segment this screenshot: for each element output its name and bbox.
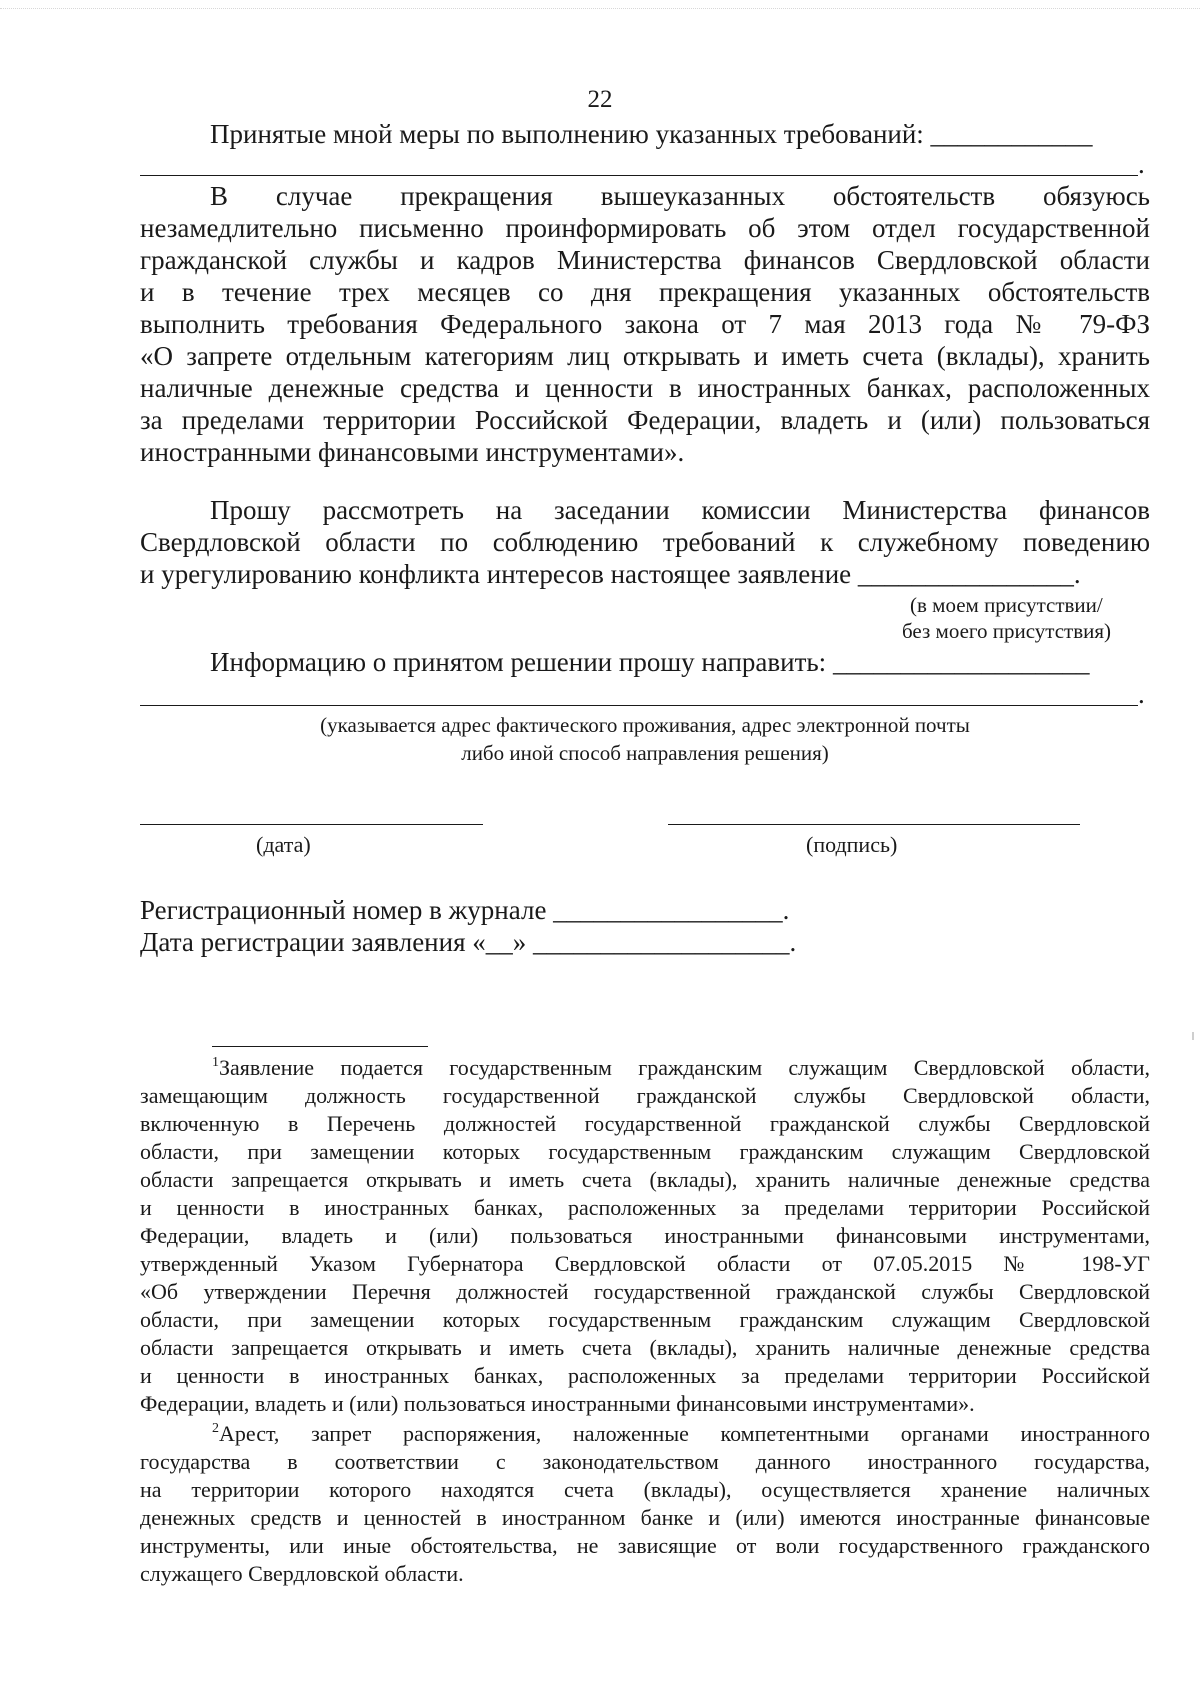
paragraph-line: и урегулированию конфликта интересов настоящее заявление ________________. — [140, 559, 1081, 589]
date-label: (дата) — [256, 832, 311, 857]
paragraph-line: и в течение трех месяцев со дня прекращения указанных обстоятельств — [140, 277, 1150, 307]
footnote-line: утвержденный Указом Губернатора Свердловской области от 07.05.2015 № 198-УГ — [140, 1251, 1150, 1276]
footnote-marker: 2 — [212, 1421, 219, 1436]
presence-hint: (в моем присутствии/ — [910, 593, 1103, 617]
footnote-line: «Об утверждении Перечня должностей государственной гражданской службы Свердловской — [140, 1279, 1150, 1304]
footnote-1 — [140, 1054, 1150, 1424]
footnote-line: и ценности в иностранных банках, расположенных за пределами территории Российской — [140, 1363, 1150, 1388]
paragraph-line: незамедлительно письменно проинформировать об этом отдел государственной — [140, 213, 1150, 243]
paragraph-line: В случае прекращения вышеуказанных обстоятельств обязуюсь — [210, 181, 1150, 211]
scan-edge — [0, 8, 1200, 9]
paragraph-line: выполнить требования Федерального закона от 7 мая 2013 года № 79-ФЗ — [140, 309, 1150, 339]
footnote-line: Федерации, владеть и (или) пользоваться иностранными финансовыми инструментами, — [140, 1223, 1150, 1248]
footnote-line: $^1$Заявление подается государственным гражданским служащим Свердловской области, — [212, 1055, 1150, 1080]
info-end: . — [1138, 679, 1145, 709]
paragraph-line: Прошу рассмотреть на заседании комиссии Министерства финансов — [210, 495, 1150, 525]
footnote-line: области, при замещении которых государственным гражданским служащим Свердловской — [140, 1139, 1150, 1164]
footnote-line: служащего Свердловской области. — [140, 1561, 464, 1586]
info-hint: (указывается адрес фактического проживания, адрес электронной почты — [320, 713, 970, 737]
presence-hint: без моего присутствия) — [902, 619, 1111, 643]
signature-label: (подпись) — [806, 832, 898, 857]
footnote-line: и ценности в иностранных банках, расположенных за пределами территории Российской — [140, 1195, 1150, 1220]
obligation-paragraph — [140, 180, 1150, 480]
footnote-separator — [212, 1046, 428, 1047]
paragraph-line: за пределами территории Российской Федерации, владеть и (или) пользоваться — [140, 405, 1150, 435]
footnote-line: области запрещается открывать и иметь счета (вклады), хранить наличные денежные средства — [140, 1167, 1150, 1192]
footnote-line: государства в соответствии с законодательством данного иностранного государства, — [140, 1449, 1150, 1474]
scan-mark — [1192, 1032, 1194, 1040]
paragraph-line: «О запрете отдельным категориям лиц открывать и иметь счета (вклады), хранить — [140, 341, 1150, 371]
registration-number: Регистрационный номер в журнале _________________. — [140, 895, 790, 925]
registration-date: Дата регистрации заявления «__» ___________________. — [140, 927, 797, 957]
signature-line — [668, 824, 1080, 825]
measures-answer-line — [140, 175, 1138, 176]
footnote-line: замещающим должность государственной гражданской службы Свердловской области, — [140, 1083, 1150, 1108]
footnote-line: $^2$Арест, запрет распоряжения, наложенные компетентными органами иностранного — [212, 1421, 1150, 1446]
info-answer-line — [140, 705, 1138, 706]
footnote-line: включенную в Перечень должностей государственной гражданской службы Свердловской — [140, 1111, 1150, 1136]
paragraph-line: Свердловской области по соблюдению требований к служебному поведению — [140, 527, 1150, 557]
request-paragraph — [140, 494, 1150, 594]
measures-label: Принятые мной меры по выполнению указанных требований: ____________ — [210, 119, 1093, 149]
info-hint: либо иной способ направления решения) — [461, 741, 829, 765]
footnote-marker: 1 — [212, 1055, 219, 1070]
paragraph-line: иностранными финансовыми инструментами». — [140, 437, 685, 467]
footnote-2 — [140, 1420, 1150, 1600]
footnote-line: области запрещается открывать и иметь счета (вклады), хранить наличные денежные средства — [140, 1335, 1150, 1360]
footnote-line: инструменты, или иные обстоятельства, не зависящие от воли государственного гражданского — [140, 1533, 1150, 1558]
footnote-line: денежных средств и ценностей в иностранном банке и (или) имеются иностранные финансовые — [140, 1505, 1150, 1530]
footnote-line: Федерации, владеть и (или) пользоваться иностранными финансовыми инструментами». — [140, 1391, 975, 1416]
footnote-line: на территории которого находятся счета (вклады), осуществляется хранение наличных — [140, 1477, 1150, 1502]
page-number: 22 — [587, 86, 613, 113]
date-line — [140, 824, 483, 825]
measures-end: . — [1138, 149, 1145, 179]
paragraph-line: наличные денежные средства и ценности в иностранных банках, расположенных — [140, 373, 1150, 403]
paragraph-line: гражданской службы и кадров Министерства финансов Свердловской области — [140, 245, 1150, 275]
footnote-line: области, при замещении которых государственным гражданским служащим Свердловской — [140, 1307, 1150, 1332]
info-label: Информацию о принятом решении прошу направить: ___________________ — [210, 647, 1090, 677]
